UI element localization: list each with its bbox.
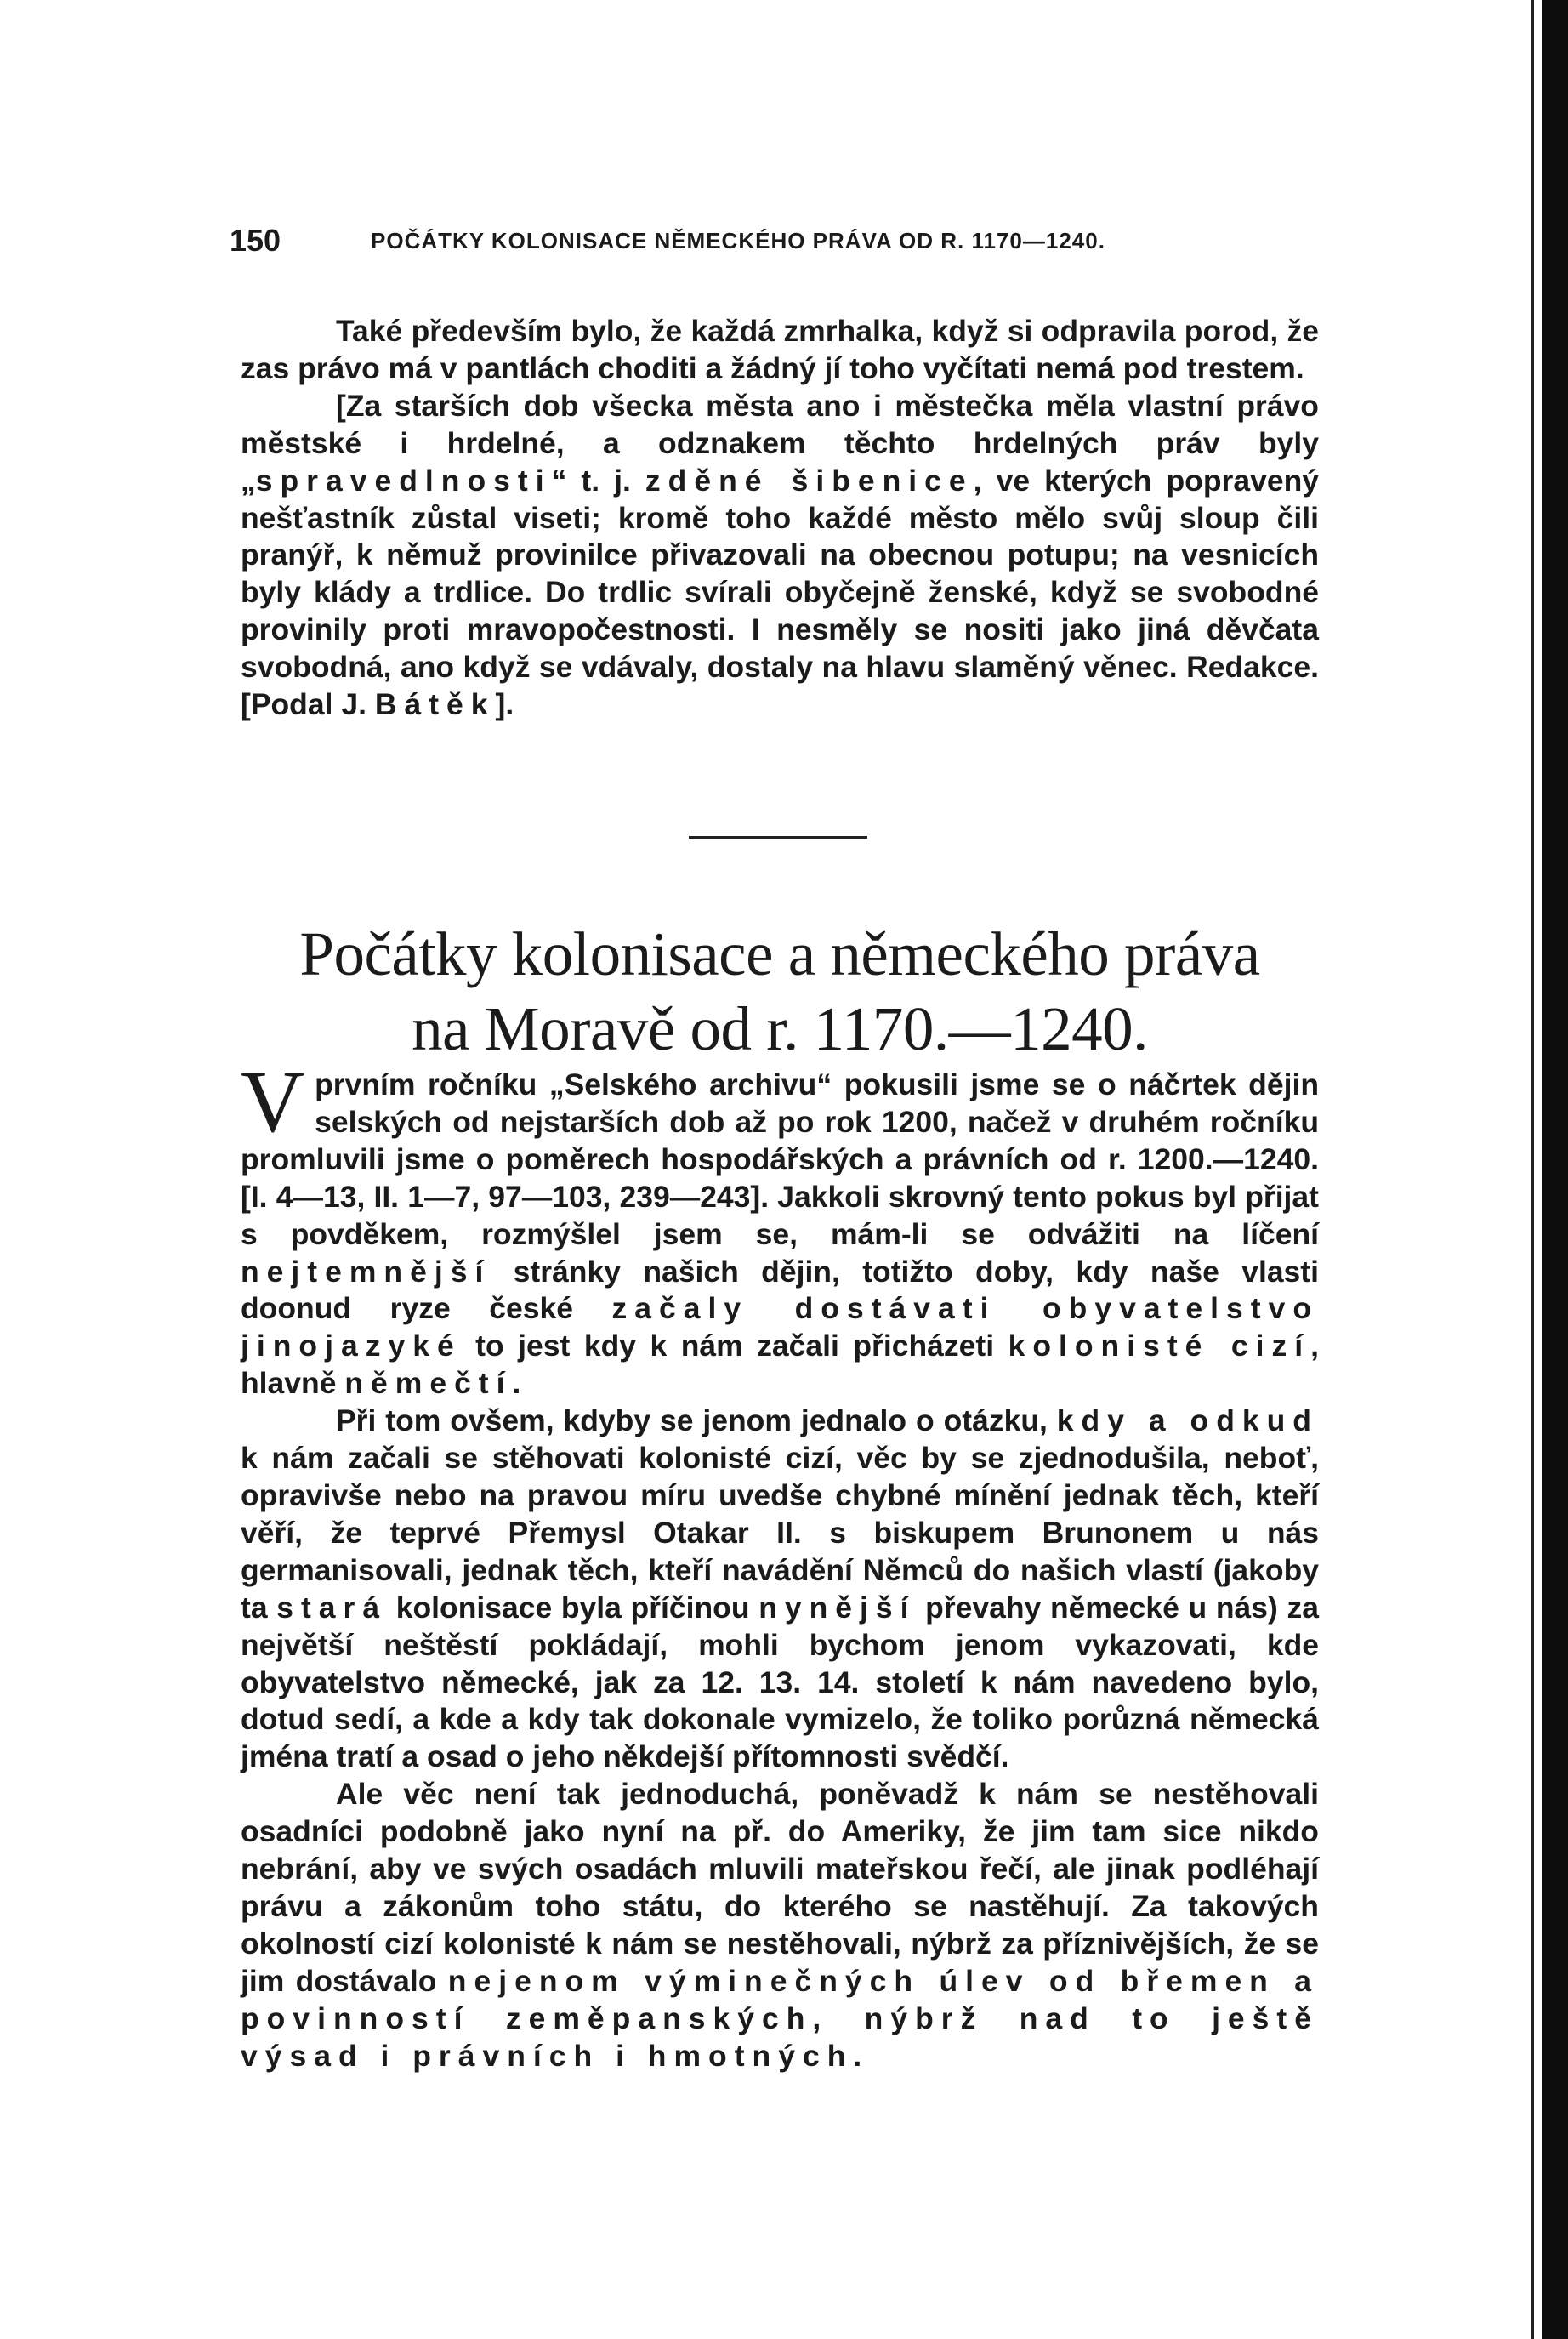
text-run: . (853, 2038, 862, 2073)
title-line: Počátky kolonisace a německého práva (299, 919, 1260, 988)
emphasis: nynější (758, 1590, 917, 1625)
section-divider (689, 836, 867, 839)
emphasis: kolonisté cizí (1008, 1329, 1311, 1363)
text-run: kolonisace byla příčinou (387, 1590, 759, 1625)
text-run: Také především bylo, že každá zmrhalka, když si odpravila porod, že zas právo má v pantlách choditi a žádný jí toho vyčítati nemá pod trestem. (241, 314, 1319, 385)
author-name: Bátěk (374, 687, 496, 722)
paragraph (241, 1403, 1319, 1776)
text-run: , ve kterých popravený nešťastník zůstal viseti; kromě toho každé město mělo svůj sloup čili pranýř, k němuž provinilce přivazovali na obecnou potupu; na vesnicích byly klády a trdlice. Do trdlic svírali obyčejně ženské, když se svobodné provinily proti mravopočestnosti. I nesměly se nositi jako jiná děvčata svobodná, ano když se vdávaly, dostaly na hlavu slaměný věnec. Redakce. [Podal J. (241, 463, 1320, 722)
emphasis: němečtí (344, 1366, 513, 1401)
text-run: Ale věc není tak jednoduchá, poněvadž k nám se nestěhovali osadníci podobně jako nyní na př. do Ameriky, že jim tam sice nikdo nebrání, aby ve svých osadách mluvili mateřskou řečí, ale jinak podléhají právu a zákonům toho státu, do kterého se nastěhují. Za takových okolností cizí kolonisté k nám se nestěhovali, nýbrž za příznivějších, že se jim dostávalo (241, 1777, 1319, 1998)
text-run: to jest kdy k nám začali přicházeti (461, 1329, 1008, 1363)
page-number: 150 (230, 223, 281, 258)
title-line: na Moravě od r. 1170.—1240. (412, 994, 1148, 1063)
previous-article-ending (241, 313, 1319, 724)
emphasis: spravedlnosti (255, 463, 552, 498)
paragraph (241, 1053, 1320, 1403)
running-title: POČÁTKY KOLONISACE NĚMECKÉHO PRÁVA OD R. 1170—1240. (371, 228, 1105, 253)
drop-cap: V (241, 1053, 305, 1151)
running-head (230, 223, 1318, 264)
emphasis: začaly dostávati obyvatelstvo jinojazyké (241, 1291, 1320, 1363)
text-run: . (512, 1366, 521, 1401)
emphasis: nejtemnější (241, 1254, 491, 1289)
emphasis: nejenom výminečných úlev od břemen a povinností zeměpanských, nýbrž nad to ještě výsad i právních i hmotných (241, 1963, 1319, 2073)
text-run: ]. (495, 687, 514, 722)
emphasis: kdy a odkud (1056, 1403, 1319, 1438)
paragraph (241, 1776, 1319, 2074)
text-run: stránky našich dějin, totižto doby, kdy naše vlasti doonud ryze české (241, 1254, 1319, 1326)
paragraph (241, 388, 1319, 724)
scan-edge-line (1531, 0, 1534, 2339)
text-run: k nám začali se stěhovati kolonisté cizí, věc by se zjednodušila, neboť, opravivše nebo na pravou míru uvedše chybné mínění jednak těch, kteří věří, že teprvé Přemysl Otakar II. s biskupem Brunonem u nás germanisovali, jednak těch, kteří navádění Němců do našich vlastí (jakoby ta (241, 1441, 1319, 1625)
paragraph (241, 313, 1319, 388)
text-run: “ t. j. (551, 463, 645, 498)
scan-page-edge (1542, 0, 1568, 2339)
emphasis: zděné šibenice (645, 463, 974, 498)
emphasis: stará (276, 1590, 388, 1625)
text-run: , hlavně (241, 1329, 1319, 1401)
text-run: prvním ročníku „Selského archivu“ pokusili jsme se o náčrtek dějin selských od nejstarších dob až po rok 1200, načež v druhém ročníku promluvili jsme o poměrech hospodářských a právních od r. 1200.—1240. [I. 4—13, II. 1—7, 97—103, 239—243]. Jakkoli skrovný tento pokus byl přijat s povděkem, rozmýšlel jsem se, mám-li se odvážiti na líčení (241, 1067, 1319, 1251)
article-title (241, 917, 1319, 1067)
text-run: [Za starších dob všecka města ano i městečka měla vlastní právo městské i hrdelné, a odznakem těchto hrdelných práv byly „ (241, 388, 1319, 498)
text-run: převahy německé u nás) za největší neštěstí pokládají, mohli bychom jenom vykazovati, kde obyvatelstvo německé, jak za 12. 13. 14. století k nám navedeno bylo, dotud sedí, a kde a kdy tak dokonale vymizelo, že toliko porůzná německá jména tratí a osad o jeho někdejší přítomnosti svědčí. (241, 1590, 1319, 1774)
text-run: Při tom ovšem, kdyby se jenom jednalo o otázku, (336, 1403, 1057, 1438)
article-body (241, 1053, 1320, 2074)
